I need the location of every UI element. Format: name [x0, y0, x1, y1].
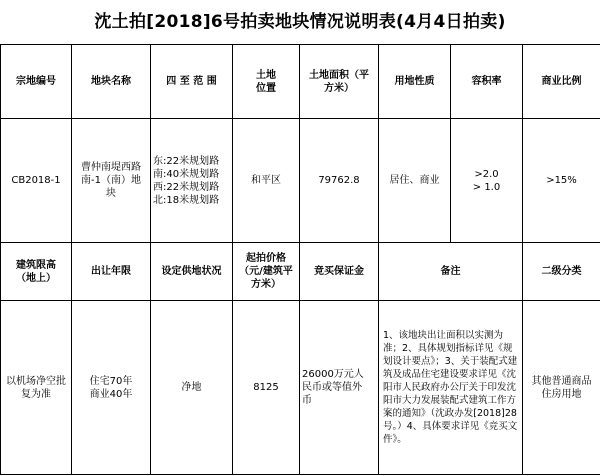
cell-parcel-no: CB2018-1	[1, 119, 72, 243]
auction-table	[0, 44, 600, 475]
cell-start-price: 8125	[233, 301, 300, 475]
cell-classification: 其他普通商品 住房用地	[523, 301, 600, 475]
cell-area: 79762.8	[300, 119, 379, 243]
header-start-price: 起拍价格 （元/建筑平 方米）	[233, 243, 300, 301]
cell-notes: 1、该地块出让面积以实测为准；2、具体规划指标详见《规划设计要点》；3、关于装配式建筑及成品住宅建设要求详见《沈阳市人民政府办公厅关于印发沈阳市大力发展装配式建筑工作方案的通知》（沈政办发[2018]28号。）4、具体要求详见《竞买文件》。	[379, 301, 523, 475]
cell-term: 住宅70年 商业40年	[72, 301, 151, 475]
cell-land-use: 居住、商业	[379, 119, 451, 243]
table-header-row-1	[1, 45, 600, 119]
cell-parcel-name: 曹仲南堤西路 南-1（南）地 块	[72, 119, 151, 243]
header-location: 土地 位置	[233, 45, 300, 119]
cell-boundaries: 东:22米规划路 南:40米规划路 西:22米规划路 北:18米规划路	[151, 119, 233, 243]
header-term: 出让年限	[72, 243, 151, 301]
header-deposit: 竞买保证金	[300, 243, 379, 301]
cell-commercial-ratio: >15%	[523, 119, 600, 243]
header-boundaries: 四 至 范 围	[151, 45, 233, 119]
header-height-limit: 建筑限高 （地上）	[1, 243, 72, 301]
cell-location: 和平区	[233, 119, 300, 243]
header-parcel-no: 宗地编号	[1, 45, 72, 119]
table-header-row-2	[1, 243, 600, 301]
cell-far: >2.0 > 1.0	[451, 119, 523, 243]
header-land-use: 用地性质	[379, 45, 451, 119]
header-parcel-name: 地块名称	[72, 45, 151, 119]
cell-supply-status: 净地	[151, 301, 233, 475]
cell-height-limit: 以机场净空批 复为准	[1, 301, 72, 475]
header-supply-status: 设定供地状况	[151, 243, 233, 301]
table-row-2	[1, 301, 600, 475]
header-classification: 二级分类	[523, 243, 600, 301]
header-area: 土地面积（平 方米）	[300, 45, 379, 119]
table-row-1	[1, 119, 600, 243]
header-notes: 备注	[379, 243, 523, 301]
header-far: 容积率	[451, 45, 523, 119]
header-commercial-ratio: 商业比例	[523, 45, 600, 119]
cell-deposit: 26000万元人 民币或等值外 币	[300, 301, 379, 475]
page-title: 沈土拍[2018]6号拍卖地块情况说明表(4月4日拍卖)	[94, 12, 506, 32]
